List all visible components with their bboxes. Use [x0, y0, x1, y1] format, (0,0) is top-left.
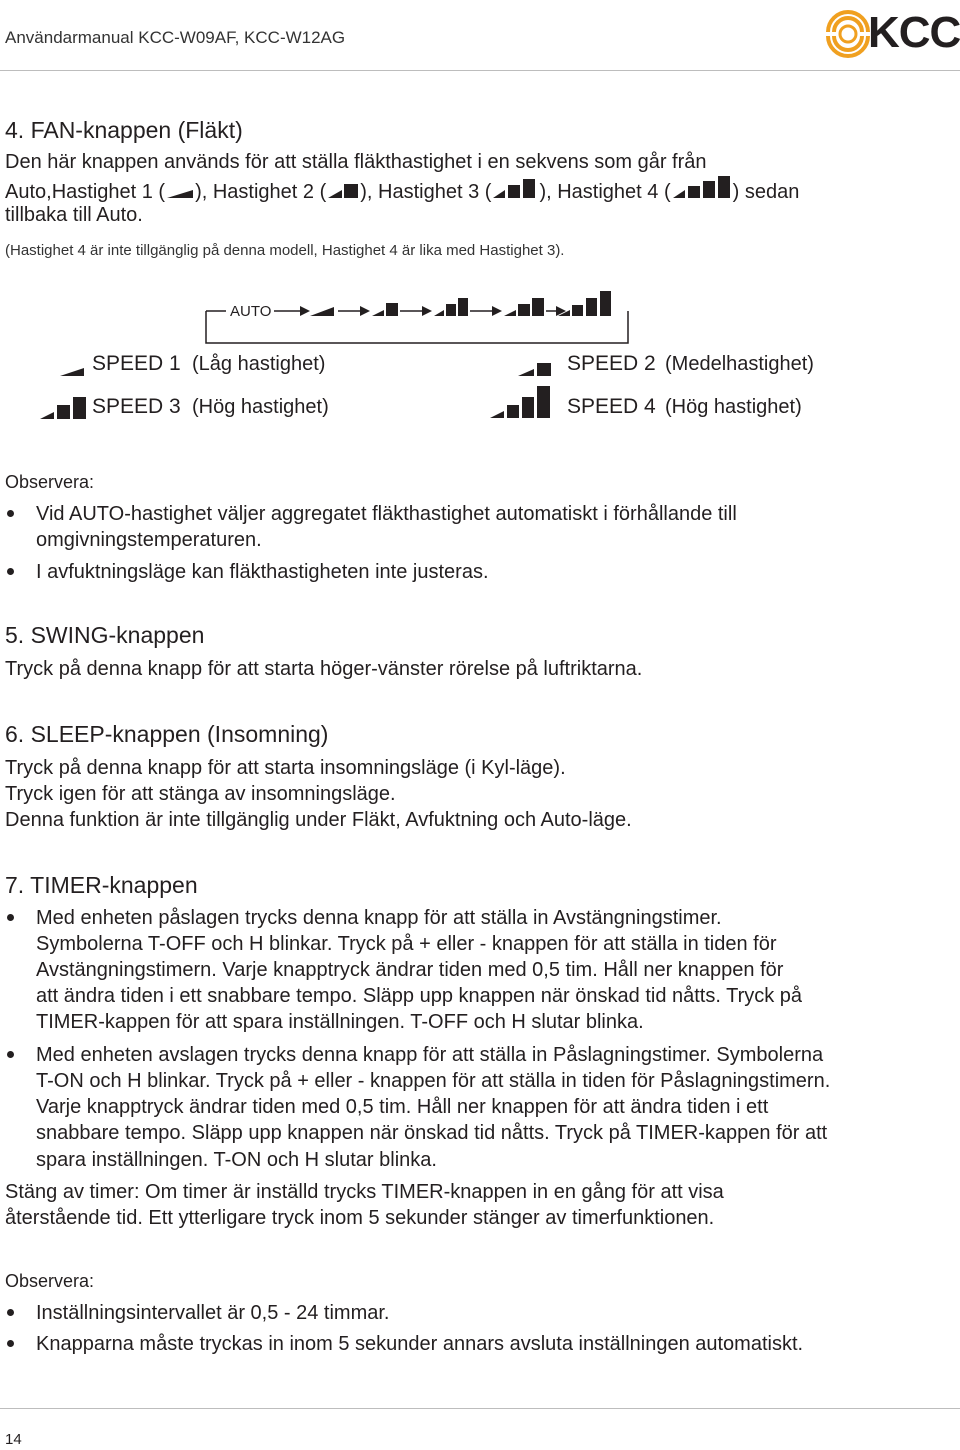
- speed1-inline-icon: [167, 182, 193, 198]
- section6-line2: Tryck igen för att stänga av insomningsläge.: [5, 783, 396, 805]
- section4-heading: 4. FAN-knappen (Fläkt): [5, 117, 243, 143]
- speed3-label: SPEED 3: [92, 395, 181, 418]
- section7-b2-line: spara inställningen. T-ON och H slutar blinka.: [36, 1149, 437, 1171]
- speed4-legend: [488, 384, 948, 424]
- section7-b1-line: Symbolerna T-OFF och H blinkar. Tryck på + eller - knappen för att ställa in tiden för: [36, 933, 777, 955]
- speed1-bars-icon: [58, 350, 88, 380]
- speed2-bars-icon: [516, 350, 556, 380]
- speed-sequence-arrows: [200, 285, 640, 345]
- note1-heading: Observera:: [5, 472, 95, 492]
- speed3-desc: (Hög hastighet): [192, 396, 329, 418]
- page-number: 14: [5, 1431, 22, 1448]
- section7-bullet1-dot: [7, 914, 14, 921]
- header-divider: [0, 70, 960, 71]
- section6-line1: Tryck på denna knapp för att starta insomningsläge (i Kyl-läge).: [5, 757, 566, 779]
- section7-b2-line: Med enheten avslagen trycks denna knapp för att ställa in Påslagningstimer. Symbolerna: [36, 1044, 824, 1066]
- note2-bullet1-dot: [7, 1309, 14, 1316]
- section7-heading: 7. TIMER-knappen: [5, 872, 198, 898]
- section7-cancel-line1: Stäng av timer: Om timer är inställd trycks TIMER-knappen in en gång för att visa: [5, 1181, 724, 1203]
- seq-part5: ) sedan: [732, 181, 800, 203]
- logo-text: KCC: [868, 8, 960, 57]
- section7-b1-line: Avstängningstimern. Varje knapptryck ändrar tiden med 0,5 tim. Håll ner knappen för: [36, 959, 784, 981]
- speed-sequence-diagram: [200, 285, 640, 345]
- seq-part1: Auto,Hastighet 1 (: [5, 181, 166, 203]
- section7-b2-line: Varje knapptryck ändrar tiden med 0,5 tim. Håll ner knappen för att ändra tiden i ett: [36, 1096, 769, 1118]
- seq-part2: ), Hastighet 2 (: [195, 181, 327, 203]
- section7-b1-line: Med enheten påslagen trycks denna knapp för att ställa in Avstängningstimer.: [36, 907, 722, 929]
- section4-intro-line1: Den här knappen används för att ställa fläkthastighet i en sekvens som går från: [5, 151, 707, 173]
- section4-intro-line3: tillbaka till Auto.: [5, 204, 143, 226]
- section7-b1-line: att ändra tiden i ett snabbare tempo. Släpp upp knappen när önskad tid nåtts. Tryck på: [36, 985, 803, 1007]
- seq-part3: ), Hastighet 3 (: [360, 181, 492, 203]
- section7-b1-line: TIMER-kappen för att spara inställningen. T-OFF och H slutar blinka.: [36, 1011, 644, 1033]
- section6-heading: 6. SLEEP-knappen (Insomning): [5, 721, 329, 747]
- section7-b2-line: snabbare tempo. Släpp upp knappen när önskad tid nåtts. Tryck på TIMER-kappen för att: [36, 1122, 828, 1144]
- kcc-logo: [820, 6, 960, 58]
- speed1-legend: [58, 350, 458, 382]
- speed4-bars-icon: [488, 384, 556, 422]
- section4-sequence-line: [5, 176, 799, 202]
- note1-bullet2: I avfuktningsläge kan fläkthastigheten inte justeras.: [36, 561, 489, 583]
- speed1-desc: (Låg hastighet): [192, 353, 326, 375]
- speed2-desc: (Medelhastighet): [665, 353, 814, 375]
- note1-bullet1-line1: Vid AUTO-hastighet väljer aggregatet fläkthastighet automatiskt i förhållande till: [36, 503, 737, 525]
- section5-heading: 5. SWING-knappen: [5, 622, 205, 648]
- speed4-label: SPEED 4: [567, 395, 656, 418]
- section6-line3: Denna funktion är inte tillgänglig under Fläkt, Avfuktning och Auto-läge.: [5, 809, 632, 831]
- note2-bullet2: Knapparna måste tryckas in inom 5 sekunder annars avsluta inställningen automatiskt.: [36, 1333, 804, 1355]
- page-header: [0, 0, 960, 72]
- section7-b2-line: T-ON och H blinkar. Tryck på + eller - knappen för att ställa in tiden för Påslagningstimern.: [36, 1070, 831, 1092]
- note1-bullet1-dot: [7, 510, 14, 517]
- section4-note: (Hastighet 4 är inte tillgänglig på denna modell, Hastighet 4 är lika med Hastighet 3).: [5, 242, 565, 259]
- note1-bullet2-dot: [7, 568, 14, 575]
- speed1-label: SPEED 1: [92, 352, 181, 375]
- manual-title: Användarmanual KCC-W09AF, KCC-W12AG: [5, 28, 346, 47]
- section5-text: Tryck på denna knapp för att starta höger-vänster rörelse på luftriktarna.: [5, 658, 643, 680]
- auto-label: AUTO: [230, 303, 272, 320]
- note2-bullet2-dot: [7, 1340, 14, 1347]
- note2-heading: Observera:: [5, 1271, 95, 1291]
- speed2-inline-icon: [328, 180, 358, 198]
- section7-cancel-line2: återstående tid. Ett ytterligare tryck inom 5 sekunder stänger av timerfunktionen.: [5, 1207, 715, 1229]
- seq-part4: ), Hastighet 4 (: [539, 181, 671, 203]
- speed3-bars-icon: [38, 392, 90, 422]
- note2-bullet1: Inställningsintervallet är 0,5 - 24 timmar.: [36, 1302, 390, 1324]
- section7-bullet2-dot: [7, 1051, 14, 1058]
- speed3-legend: [38, 392, 458, 424]
- speed4-desc: (Hög hastighet): [665, 396, 802, 418]
- note1-bullet1-line2: omgivningstemperaturen.: [36, 529, 262, 551]
- speed3-inline-icon: [493, 178, 537, 198]
- speed2-label: SPEED 2: [567, 352, 656, 375]
- speed2-legend: [516, 350, 956, 382]
- footer-divider: [0, 1408, 960, 1409]
- speed4-inline-icon: [673, 176, 731, 198]
